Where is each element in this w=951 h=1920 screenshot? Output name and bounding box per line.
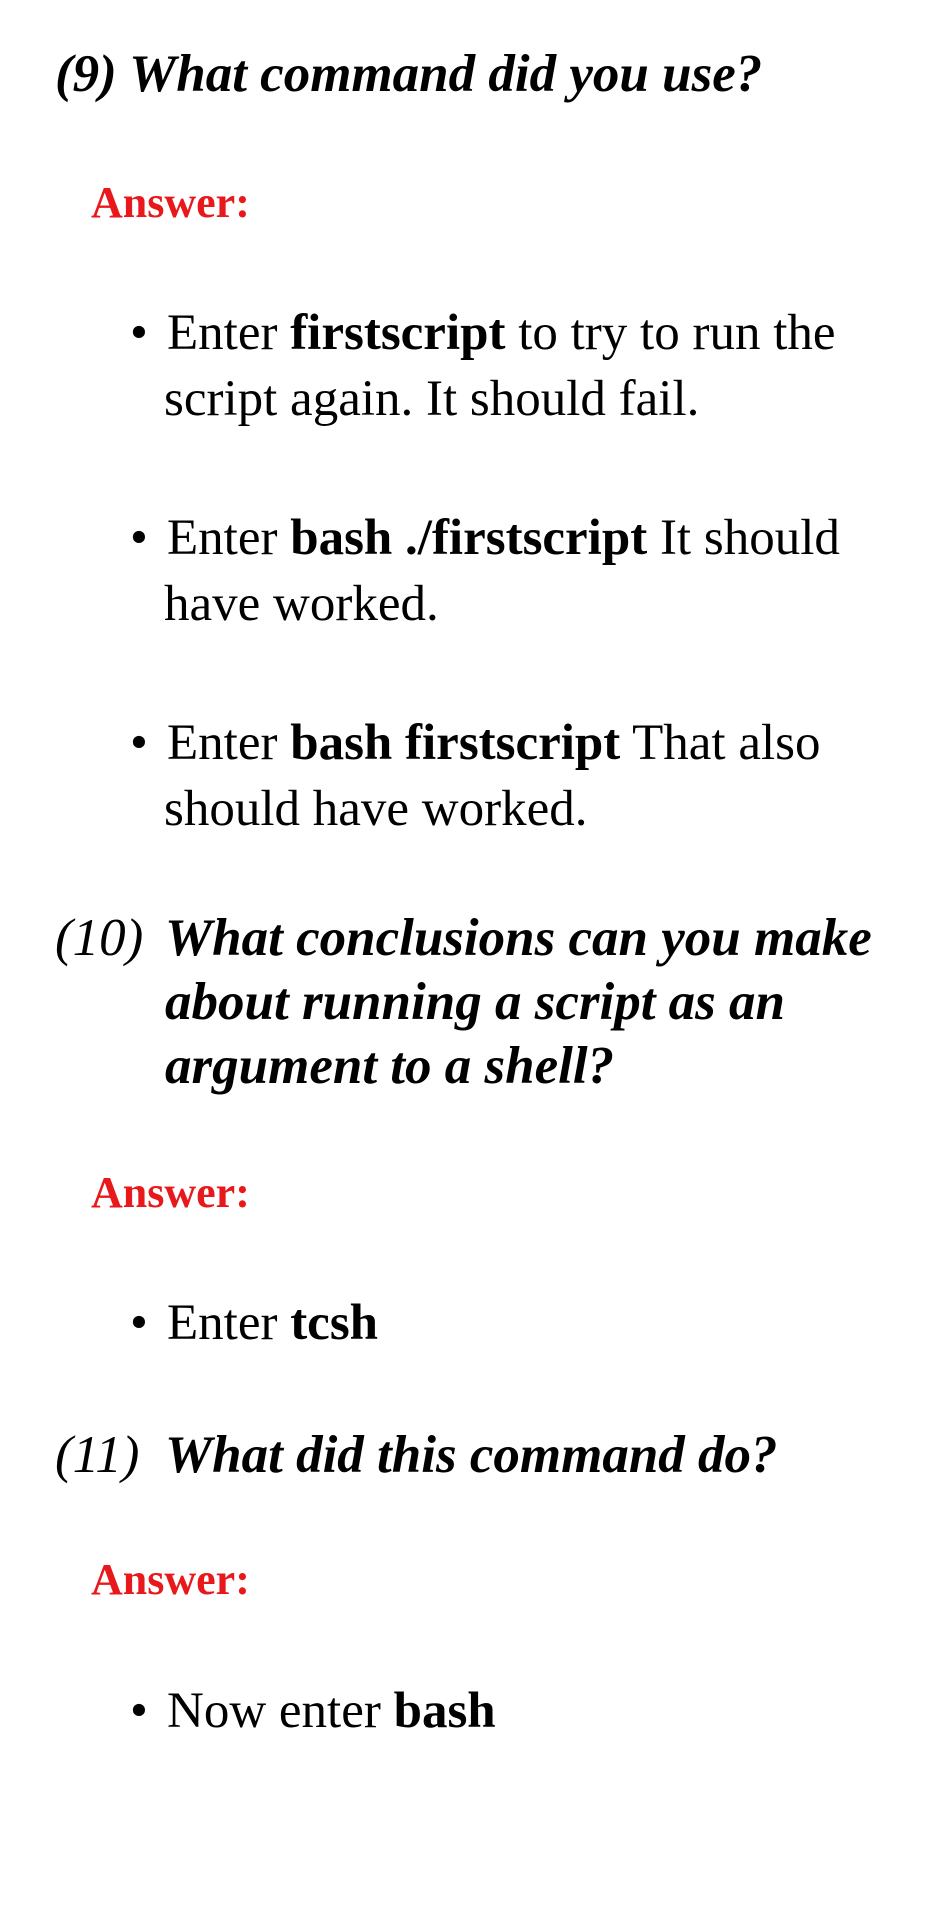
list-item-line: Enter bash firstscript That also <box>167 715 821 771</box>
question-9-heading <box>55 42 762 106</box>
answer-label: Answer: <box>91 1168 250 1217</box>
question-line: argument to a shell? <box>165 1037 615 1095</box>
list-item-line: have worked. <box>164 576 439 632</box>
bullet-icon: • <box>130 510 148 566</box>
bullet-icon: • <box>130 715 148 771</box>
question-10-heading <box>55 906 935 1106</box>
list-item-line: Enter firstscript to try to run the <box>167 305 836 361</box>
command-text: bash firstscript <box>290 715 621 771</box>
bullet-icon: • <box>130 305 148 361</box>
question-9-text: (9) What command did you use? <box>55 45 763 103</box>
bullet-icon: • <box>130 1683 148 1739</box>
list-item-line: should have worked. <box>164 781 588 837</box>
question-line: about running a script as an <box>165 973 786 1031</box>
answer-label: Answer: <box>91 1555 250 1604</box>
question-number: (11) <box>55 1426 140 1484</box>
command-text: bash <box>393 1683 496 1739</box>
command-text: firstscript <box>290 305 506 361</box>
list-item-line: Enter bash ./firstscript It should <box>167 510 840 566</box>
question-line: What conclusions can you make <box>165 909 872 967</box>
command-text: tcsh <box>290 1295 379 1351</box>
list-item-line: Now enter bash <box>167 1683 496 1739</box>
bullet-icon: • <box>130 1295 148 1351</box>
answer-label: Answer: <box>91 178 250 227</box>
question-number: (10) <box>55 909 144 967</box>
question-11-heading <box>55 1423 935 1493</box>
command-text: bash ./firstscript <box>290 510 648 566</box>
list-item-line: Enter tcsh <box>167 1295 379 1351</box>
question-11-text: What did this command do? <box>165 1426 778 1484</box>
list-item-line: script again. It should fail. <box>164 371 700 427</box>
